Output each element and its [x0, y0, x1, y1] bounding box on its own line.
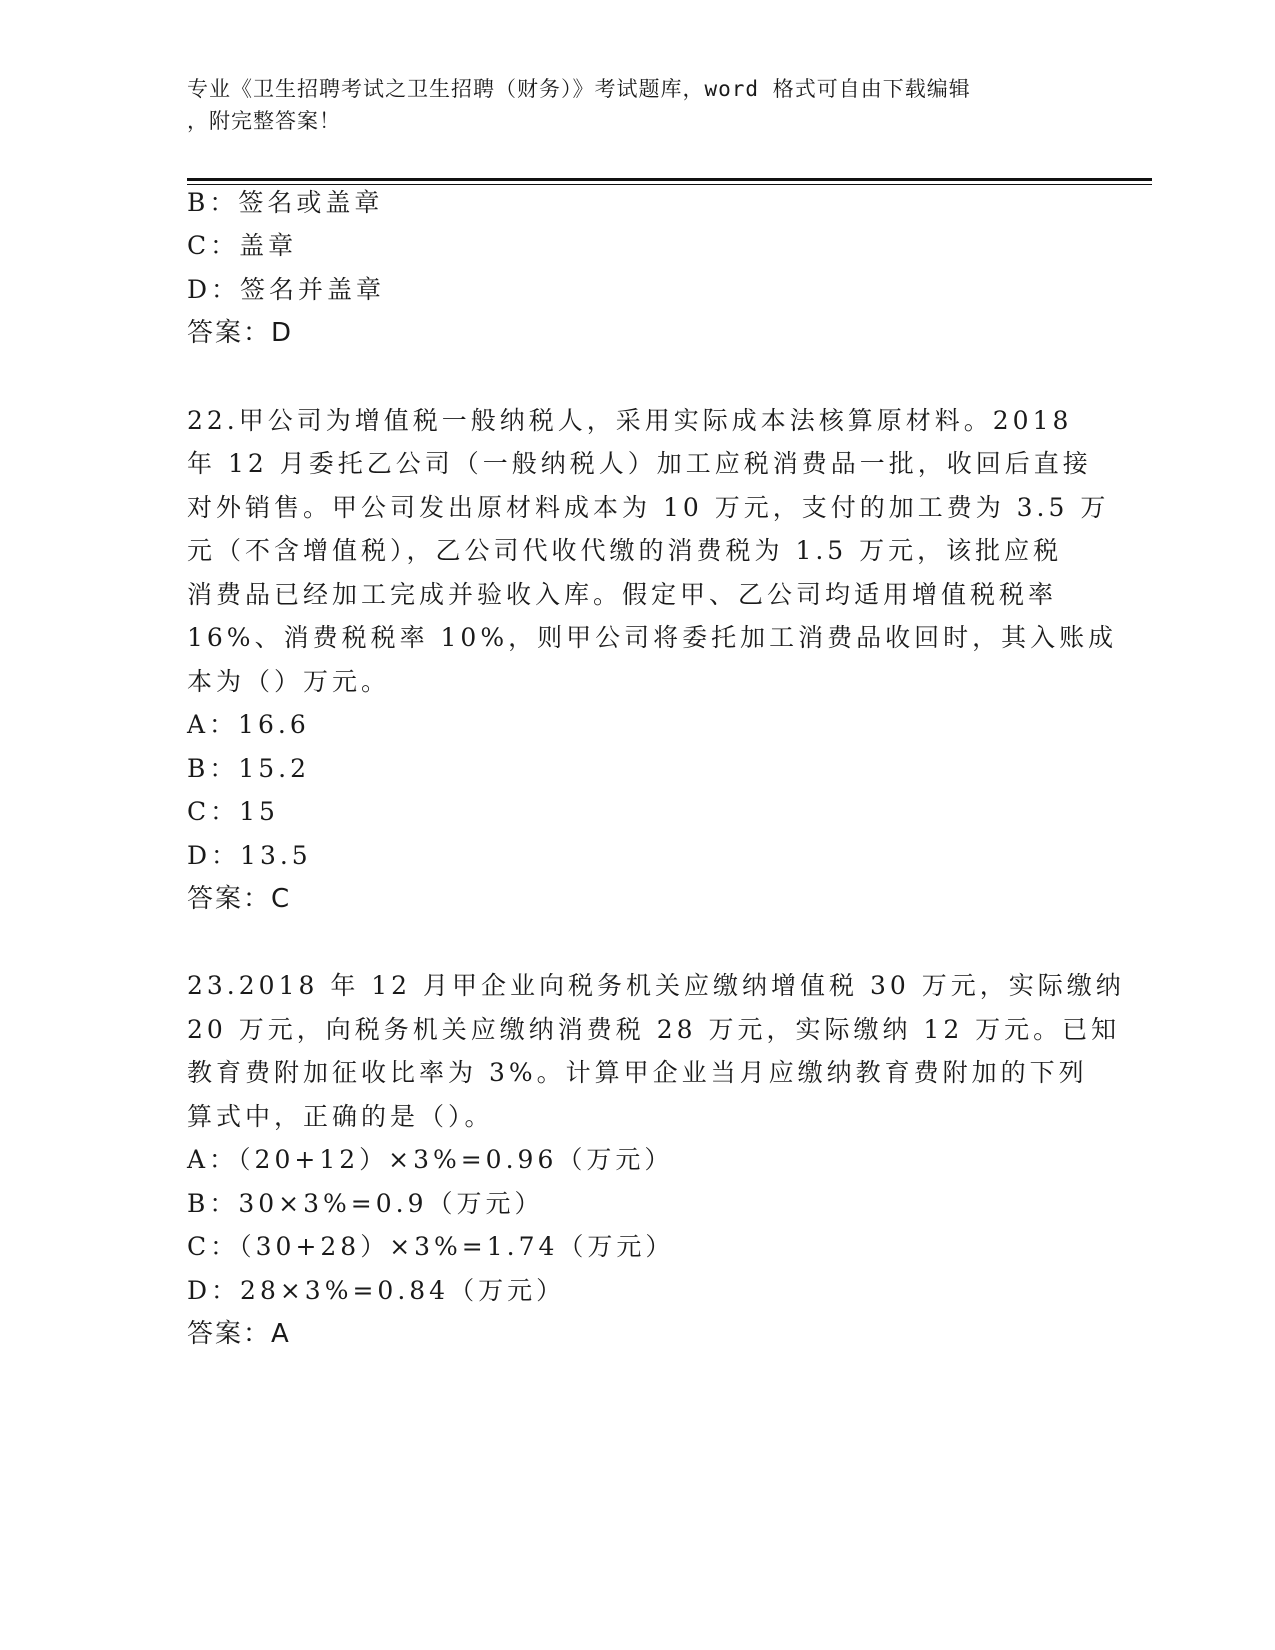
- q21-option-b: B：签名或盖章: [187, 188, 384, 217]
- q22-stem-line-7: 本为（）万元。: [187, 667, 391, 696]
- q21-option-c: C：盖章: [187, 231, 298, 260]
- document-header: [187, 73, 1067, 137]
- q23-stem-line-2: 20 万元，向税务机关应缴纳消费税 28 万元，实际缴纳 12 万元。已知: [187, 1015, 1121, 1044]
- q22-stem-line-6: 16%、消费税税率 10%，则甲公司将委托加工消费品收回时，其入账成: [187, 623, 1118, 652]
- q22-option-a: A：16.6: [187, 710, 310, 739]
- q22-stem-line-1: 22.甲公司为增值税一般纳税人，采用实际成本法核算原材料。2018: [187, 406, 1073, 435]
- q22-stem-line-4: 元（不含增值税），乙公司代收代缴的消费税为 1.5 万元，该批应税: [187, 536, 1063, 565]
- q22-option-d: D：13.5: [187, 841, 312, 870]
- q22-stem-line-2: 年 12 月委托乙公司（一般纳税人）加工应税消费品一批，收回后直接: [187, 449, 1092, 478]
- q23-answer: 答案：A: [187, 1319, 291, 1349]
- q22-stem-line-5: 消费品已经加工完成并验收入库。假定甲、乙公司均适用增值税税率: [187, 580, 1058, 609]
- q22-option-b: B：15.2: [187, 754, 311, 783]
- header-divider-thick: [187, 178, 1152, 181]
- q23-option-a: A：（20+12）×3%=0.96（万元）: [187, 1145, 674, 1174]
- q23-stem-line-1: 23.2018 年 12 月甲企业向税务机关应缴纳增值税 30 万元，实际缴纳: [187, 971, 1125, 1000]
- q22-stem-line-3: 对外销售。甲公司发出原材料成本为 10 万元，支付的加工费为 3.5 万: [187, 493, 1110, 522]
- q23-stem-line-3: 教育费附加征收比率为 3%。计算甲企业当月应缴纳教育费附加的下列: [187, 1058, 1088, 1087]
- header-line-1: 专业《卫生招聘考试之卫生招聘（财务）》考试题库，word 格式可自由下载编辑: [187, 77, 971, 101]
- q22-answer: 答案：C: [187, 884, 292, 914]
- q23-option-b: B：30×3%=0.9（万元）: [187, 1189, 544, 1218]
- q23-option-d: D：28×3%=0.84（万元）: [187, 1276, 566, 1305]
- header-divider-thin: [187, 184, 1152, 185]
- q23-option-c: C：（30+28）×3%=1.74（万元）: [187, 1232, 675, 1261]
- q21-option-d: D：签名并盖章: [187, 275, 386, 304]
- q22-option-c: C：15: [187, 797, 279, 826]
- q23-stem-line-4: 算式中，正确的是（）。: [187, 1102, 494, 1131]
- header-line-2: ，附完整答案！: [187, 109, 341, 133]
- q21-answer: 答案：D: [187, 318, 294, 348]
